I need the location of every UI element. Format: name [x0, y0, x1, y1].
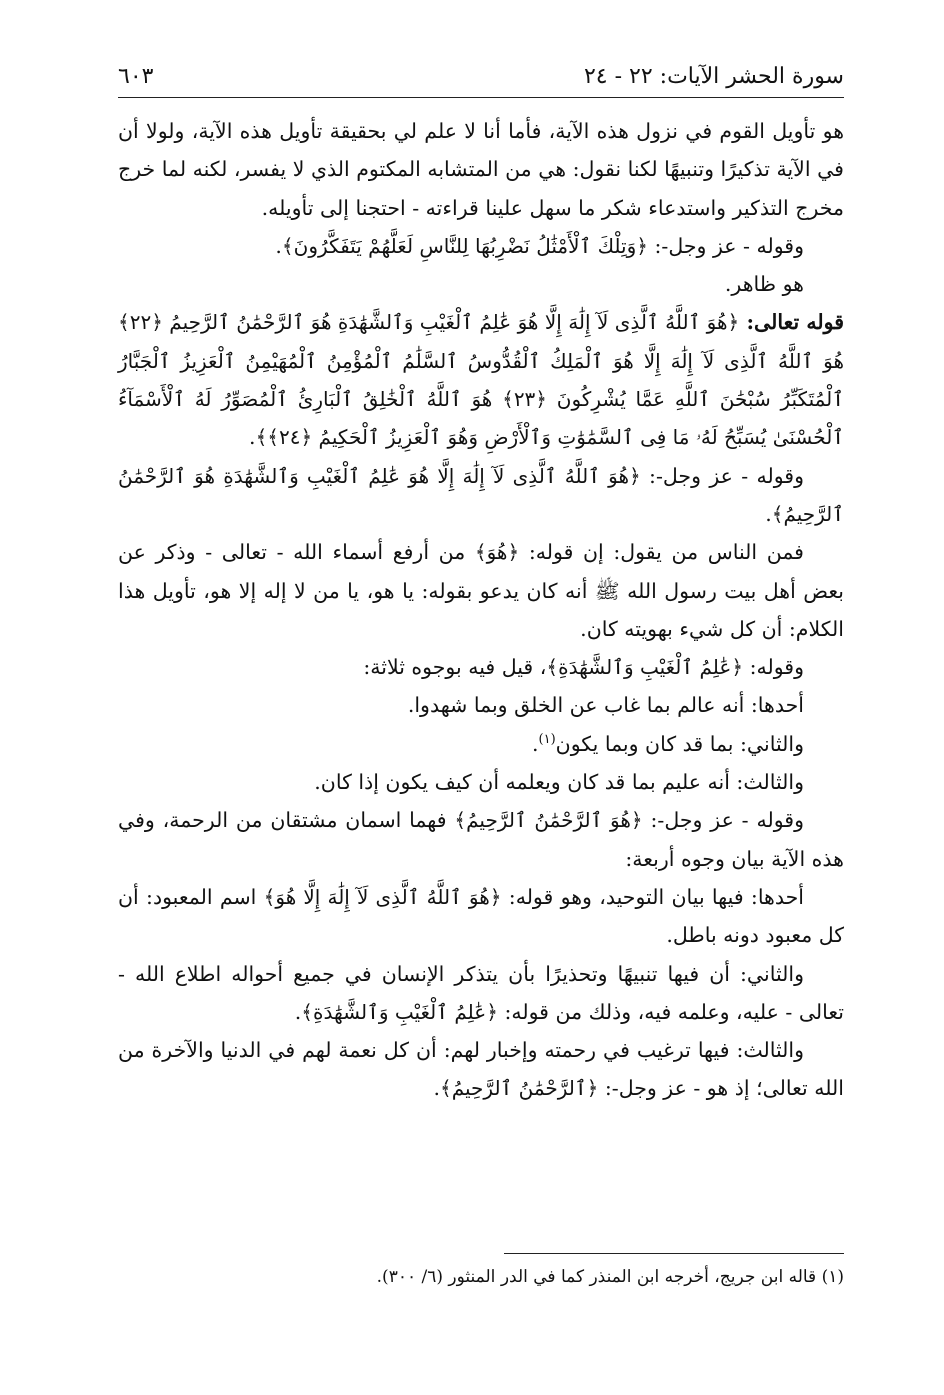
paragraph: وقوله - عز وجل-: ﴿وَتِلْكَ ٱلْأَمْثَٰلُ نَضْرِبُهَا لِلنَّاسِ لَعَلَّهُمْ يَتَفَكَّرُونَ﴾.: [275, 233, 804, 258]
quran-verse: ﴿هُوَ﴾: [474, 540, 520, 565]
footnote: (١) قاله ابن جريج، أخرجه ابن المنذر كما في الدر المنثور (٦/ ٣٠٠).: [376, 1267, 844, 1287]
paragraph: والثاني: بما قد كان وبما يكون$^{(١)}$.: [531, 731, 804, 756]
paragraph: هو تأويل القوم في نزول هذه الآية، فأما أنا لا علم لي بحقيقة تأويل هذه الآية، ولولا أن في الآية تذكيرًا وتنبيهًا لكنا نقول: هي من المتشابه المكتوم الذي لا يفسر، لكنه لما خرج مخرج التذكير واستدعاء شكر ما سهل علينا قراءته - احتجنا إلى تأويله.: [118, 119, 844, 220]
quran-verse: ﴿هُوَ ٱلرَّحْمَٰنُ ٱلرَّحِيمُ﴾: [454, 808, 643, 833]
quran-verse: ﴿ٱلرَّحْمَٰنُ ٱلرَّحِيمُ﴾: [439, 1076, 599, 1101]
paragraph: والثالث: أنه عليم بما قد كان ويعلمه أن كيف يكون إذا كان.: [314, 770, 804, 795]
paragraph: هو ظاهر.: [724, 272, 804, 297]
quran-verse: ﴿هُوَ ٱللَّهُ ٱلَّذِى لَآ إِلَٰهَ إِلَّا هُوَ عَٰلِمُ ٱلْغَيْبِ وَٱلشَّهَٰدَةِ هُوَ ٱلرَّحْمَٰنُ ٱلرَّحِيمُ ﴿٢٢﴾ هُوَ ٱللَّهُ ٱلَّذِى لَآ إِلَٰهَ إِلَّا هُوَ ٱلْمَلِكُ ٱلْقُدُّوسُ ٱلسَّلَٰمُ ٱلْمُؤْمِنُ ٱلْمُهَيْمِنُ ٱلْعَزِيزُ ٱلْجَبَّارُ ٱلْمُتَكَبِّرُ سُبْحَٰنَ ٱللَّهِ عَمَّا يُشْرِكُونَ ﴿٢٣﴾ هُوَ ٱللَّهُ ٱلْخَٰلِقُ ٱلْبَارِئُ ٱلْمُصَوِّرُ لَهُ ٱلْأَسْمَآءُ ٱلْحُسْنَىٰ يُسَبِّحُ لَهُۥ مَا فِى ٱلسَّمَٰوَٰتِ وَٱلْأَرْضِ وَهُوَ ٱلْعَزِيزُ ٱلْحَكِيمُ ﴿٢٤﴾﴾: [118, 310, 844, 450]
verse-label: قوله تعالى:: [739, 310, 844, 335]
quran-verse: ﴿عَٰلِمُ ٱلْغَيْبِ وَٱلشَّهَٰدَةِ﴾: [301, 999, 498, 1024]
paragraph: فمن الناس من يقول: إن قوله: ﴿هُوَ﴾ من أرفع أسماء الله - تعالى - وذكر عن بعض أهل بيت رسول الله ﷺ أنه كان يدعو بقوله: يا هو، يا من لا إله إلا هو، تأويل هذا الكلام: أن كل شيء بهويته كان.: [118, 540, 844, 641]
paragraph: أحدها: أنه عالم بما غاب عن الخلق وبما شهدوا.: [407, 693, 804, 718]
quran-verse: ﴿هُوَ ٱللَّهُ ٱلَّذِى لَآ إِلَٰهَ إِلَّا هُوَ﴾: [263, 884, 502, 909]
paragraph: والثاني: أن فيها تنبيهًا وتحذيرًا بأن يتذكر الإنسان في جميع أحواله اطلاع الله - تعالى - عليه، وعلمه فيه، وذلك من قوله: ﴿عَٰلِمُ ٱلْغَيْبِ وَٱلشَّهَٰدَةِ﴾.: [118, 961, 844, 1024]
footnote-ref[interactable]: (١): [538, 731, 556, 747]
header-rule: [118, 97, 844, 98]
paragraph: وقوله - عز وجل-: ﴿هُوَ ٱلرَّحْمَٰنُ ٱلرَّحِيمُ﴾ فهما اسمان مشتقان من الرحمة، وفي هذه الآية بيان وجوه أربعة:: [118, 808, 844, 871]
paragraph: وقوله: ﴿عَٰلِمُ ٱلْغَيْبِ وَٱلشَّهَٰدَةِ﴾، قيل فيه بوجوه ثلاثة:: [363, 655, 804, 680]
running-title: سورة الحشر الآيات: ٢٢ - ٢٤: [583, 64, 844, 89]
footnote-rule: [504, 1253, 844, 1254]
paragraph: وقوله - عز وجل-: ﴿هُوَ ٱللَّهُ ٱلَّذِى لَآ إِلَٰهَ إِلَّا هُوَ عَٰلِمُ ٱلْغَيْبِ وَٱلشَّهَٰدَةِ هُوَ ٱلرَّحْمَٰنُ ٱلرَّحِيمُ﴾.: [118, 463, 844, 526]
verse-block: قوله تعالى: ﴿هُوَ ٱللَّهُ ٱلَّذِى لَآ إِلَٰهَ إِلَّا هُوَ عَٰلِمُ ٱلْغَيْبِ وَٱلشَّهَٰدَةِ هُوَ ٱلرَّحْمَٰنُ ٱلرَّحِيمُ ﴿٢٢﴾ هُوَ ٱللَّهُ ٱلَّذِى لَآ إِلَٰهَ إِلَّا هُوَ ٱلْمَلِكُ ٱلْقُدُّوسُ ٱلسَّلَٰمُ ٱلْمُؤْمِنُ ٱلْمُهَيْمِنُ ٱلْعَزِيزُ ٱلْجَبَّارُ ٱلْمُتَكَبِّرُ سُبْحَٰنَ ٱللَّهِ عَمَّا يُشْرِكُونَ ﴿٢٣﴾ هُوَ ٱللَّهُ ٱلْخَٰلِقُ ٱلْبَارِئُ ٱلْمُصَوِّرُ لَهُ ٱلْأَسْمَآءُ ٱلْحُسْنَىٰ يُسَبِّحُ لَهُۥ مَا فِى ٱلسَّمَٰوَٰتِ وَٱلْأَرْضِ وَهُوَ ٱلْعَزِيزُ ٱلْحَكِيمُ ﴿٢٤﴾﴾.: [118, 310, 844, 450]
paragraph: والثالث: فيها ترغيب في رحمته وإخبار لهم: أن كل نعمة لهم في الدنيا والآخرة من الله تعالى؛ إذ هو - عز وجل-: ﴿ٱلرَّحْمَٰنُ ٱلرَّحِيمُ﴾.: [118, 1038, 844, 1101]
page-number: ٦٠٣: [118, 64, 154, 89]
quran-verse: ﴿هُوَ ٱللَّهُ ٱلَّذِى لَآ إِلَٰهَ إِلَّا هُوَ عَٰلِمُ ٱلْغَيْبِ وَٱلشَّهَٰدَةِ هُوَ ٱلرَّحْمَٰنُ ٱلرَّحِيمُ﴾: [118, 463, 844, 526]
paragraph: أحدها: فيها بيان التوحيد، وهو قوله: ﴿هُوَ ٱللَّهُ ٱلَّذِى لَآ إِلَٰهَ إِلَّا هُوَ﴾ اسم المعبود: أن كل معبود دونه باطل.: [118, 884, 844, 948]
page-header: [118, 58, 844, 98]
main-text: [118, 112, 844, 1108]
quran-verse: ﴿وَتِلْكَ ٱلْأَمْثَٰلُ نَضْرِبُهَا لِلنَّاسِ لَعَلَّهُمْ يَتَفَكَّرُونَ﴾: [281, 233, 648, 258]
quran-verse: ﴿عَٰلِمُ ٱلْغَيْبِ وَٱلشَّهَٰدَةِ﴾: [546, 655, 744, 680]
